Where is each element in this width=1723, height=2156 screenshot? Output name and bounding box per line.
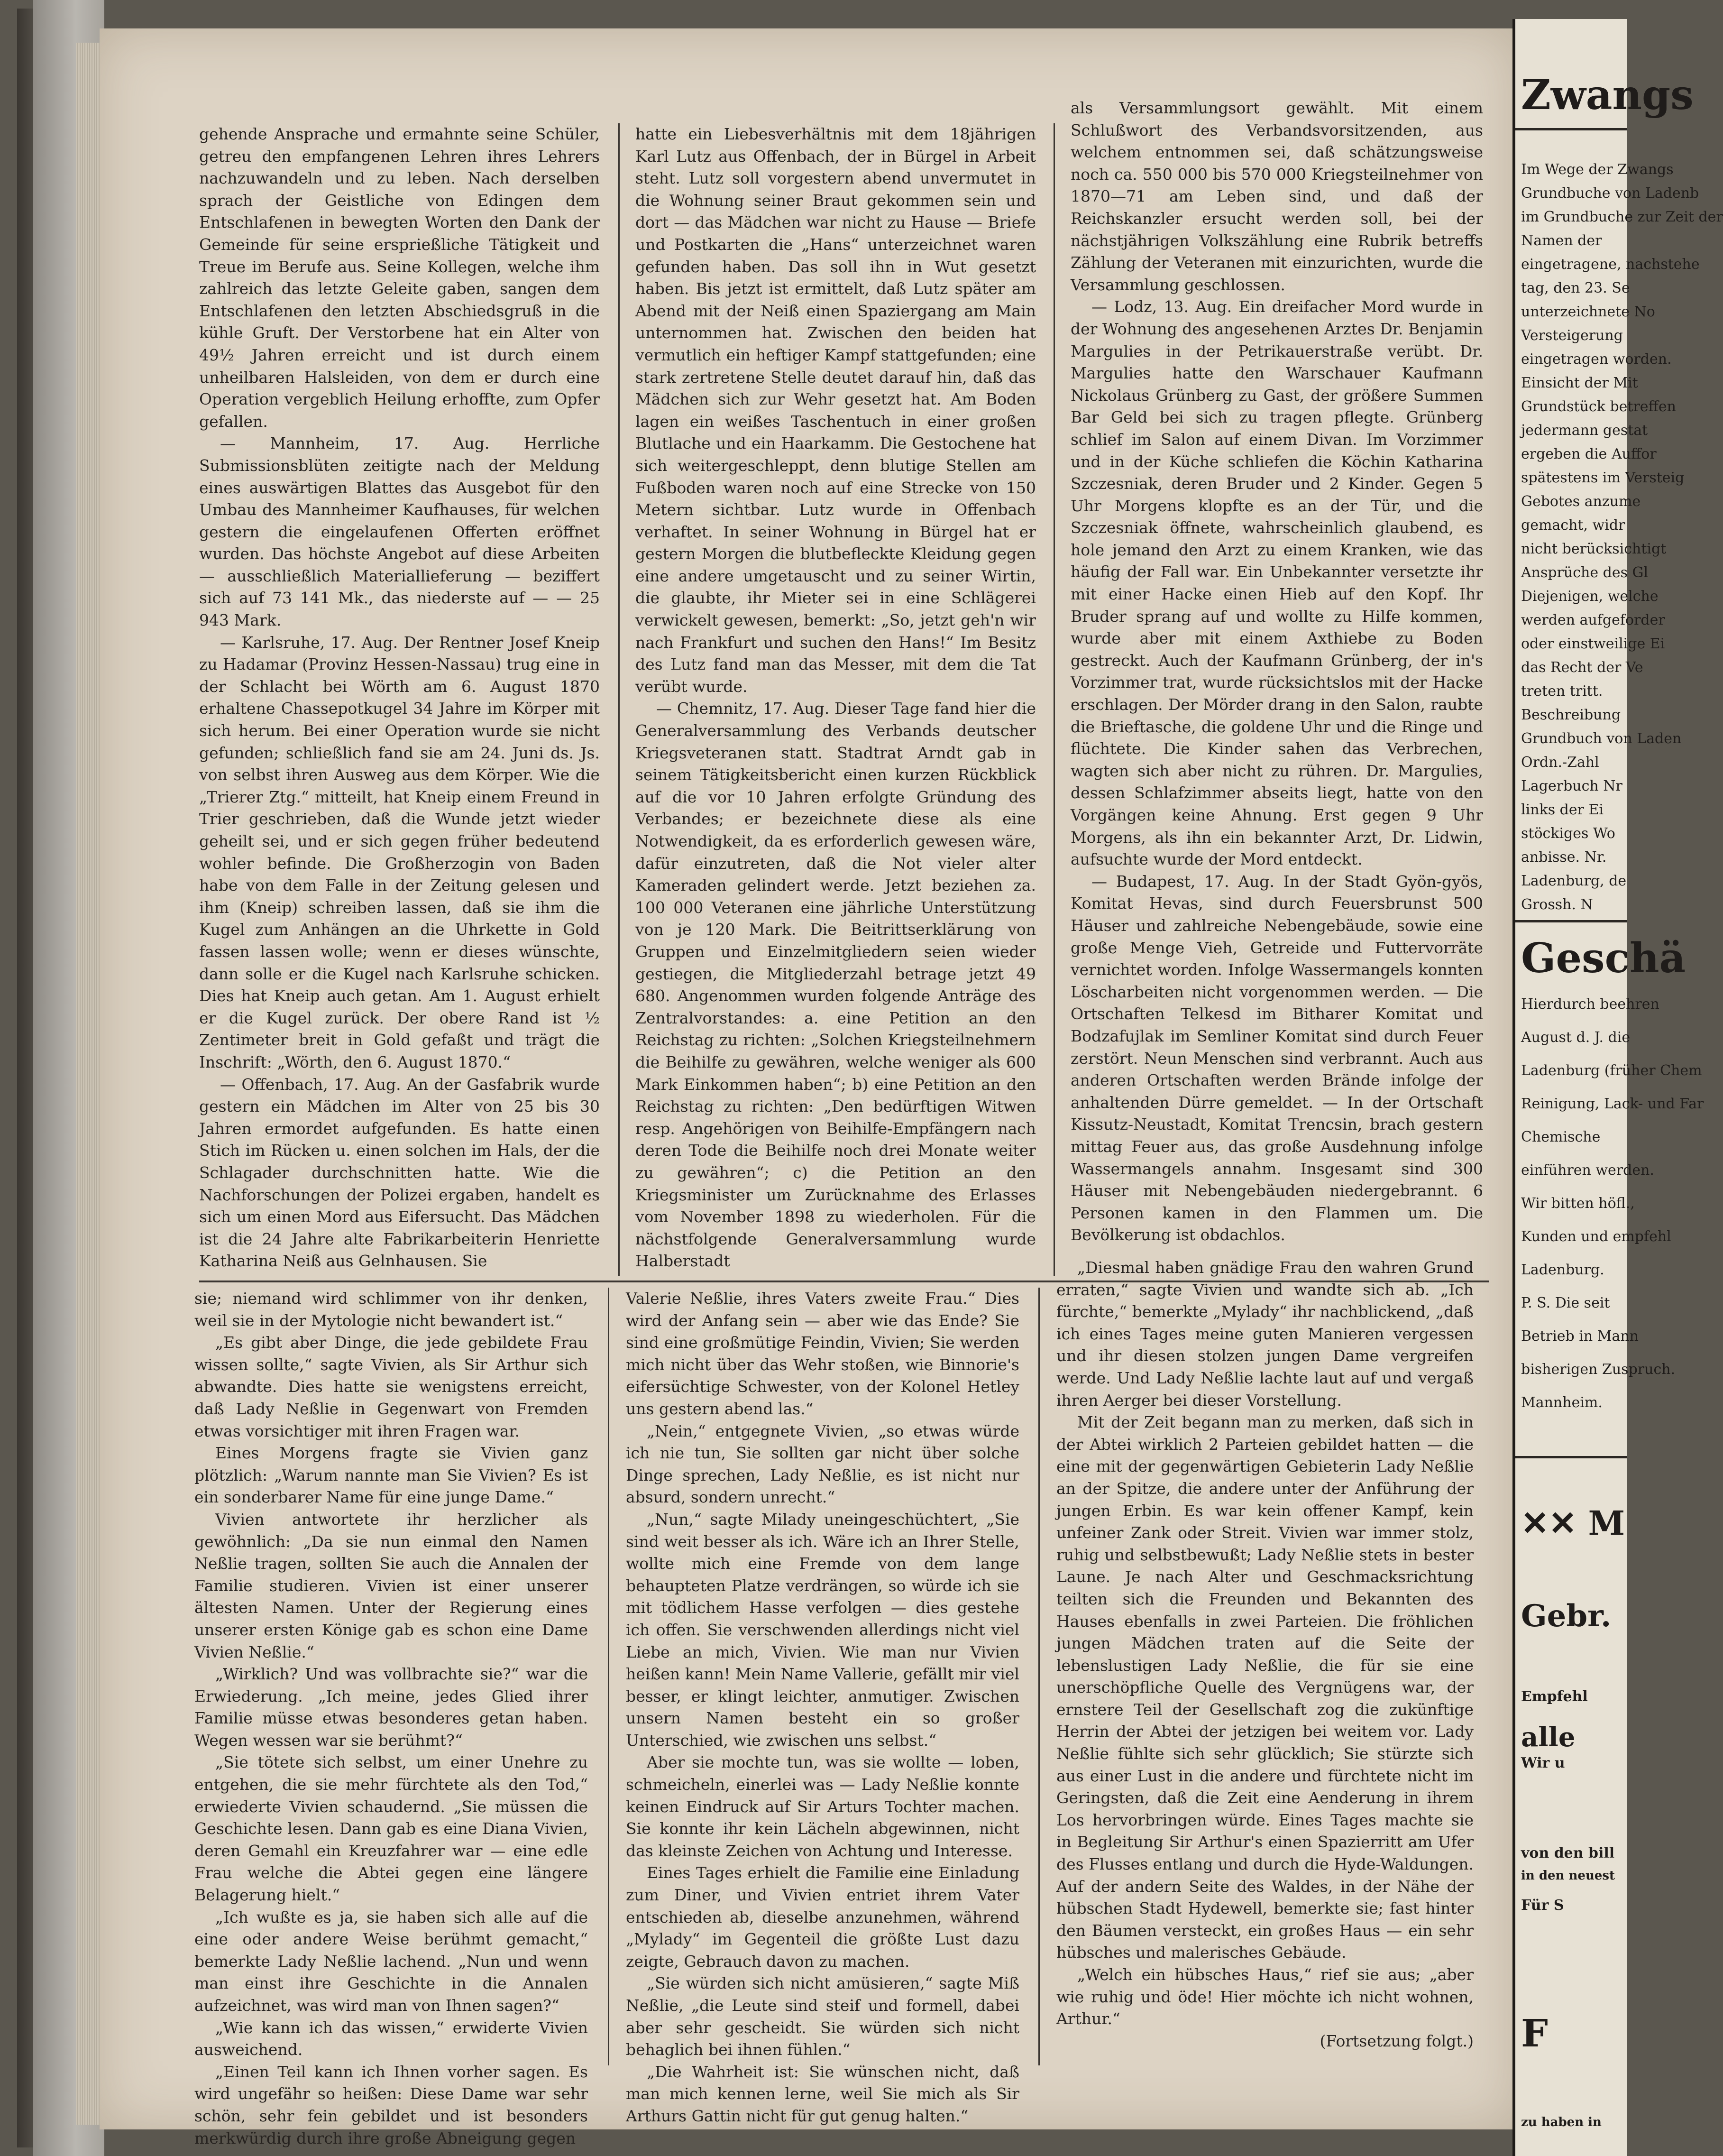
adjacent-text-line: Einsicht der Mit: [1521, 375, 1638, 391]
adjacent-ad-fragment: Wir u: [1521, 1755, 1565, 1771]
story-paragraph: „Wie kann ich das wissen,“ erwiderte Vivien ausweichend.: [194, 2018, 588, 2059]
adjacent-text-line: Reinigung, Lack- und Far: [1521, 1096, 1704, 1112]
adjacent-ad-fragment: Gebr.: [1521, 1598, 1612, 1634]
story-paragraph: Mit der Zeit begann man zu merken, daß sich in der Abtei wirklich 2 Parteien gebildet hatten — die eine mit der gegenwärtigen Gebieterin Lady Neßlie an der Spitze, die andere unter der Anführung der jungen Erbin. Es war kein offener Kampf, kein unfeiner Zank oder Streit. Vivien war immer stolz, ruhig und selbstbewußt; Lady Neßlie stets in bester Laune. Je nach Alter und Geschmacksrichtung teilten sich die Freunden und Bekannten des Hauses ebenfalls in zwei Parteien. Die fröhlichen jungen Mädchen traten auf die Seite der lebenslustigen Lady Neßlie, die für sie eine unerschöpfliche Quelle des Vergnügens war, der ernstere Teil der Gesellschaft zog die zukünftige Herrin der Abtei der jetzigen bei weitem vor. Lady Neßlie fühlte sich sehr glücklich; Sie stürzte sich aus einer Lust in die andere und fürchtete nicht im Geringsten, daß die Zeit eine Aenderung in ihrem Los hervorbringen würde. Eines Tages machte sie in Begleitung Sir Arthur's einen Spazierritt am Ufer des Flusses entlang und durch die Hyde-Waldungen. Auf der andern Seite des Waldes, in der Nähe der hübschen Stadt Hydewell, bemerkte sie; fast hinter den Bäumen versteckt, ein großes Haus — ein sehr hübsches und malerisches Gebäude.: [1056, 1413, 1474, 1962]
story-paragraph: „Sie würden sich nicht amüsieren,“ sagte Miß Neßlie, „die Leute sind steif und formell, dabei aber sehr gescheidt. Sie würden sich nicht behaglich bei ihnen fühlen.“: [626, 1974, 1019, 2059]
adjacent-text-line: ergeben die Auffor: [1521, 446, 1657, 462]
adjacent-text-line: Ladenburg, de: [1521, 873, 1627, 889]
adjacent-page-fragment: [1512, 19, 1723, 2156]
adjacent-text-line: anbisse. Nr.: [1521, 849, 1607, 866]
news-article-mannheim: — Mannheim, 17. Aug. Herrliche Submissionsblüten zeitigte nach der Meldung eines auswärtigen Blattes das Ausgebot für den Umbau des Mannheimer Kaufhauses, für welchen gestern die eingelaufenen Offerten eröffnet wurden. Das höchste Angebot auf diese Arbeiten — ausschließlich Materiallieferung — beziffert sich auf 73 141 Mk., das niederste auf — — 25 943 Mark.: [199, 434, 600, 630]
adjacent-ad-fragment: Empfehl: [1521, 1688, 1588, 1705]
adjacent-text-line: August d. J. die: [1521, 1029, 1631, 1046]
adjacent-rule: [1515, 1456, 1627, 1458]
adjacent-text-line: tag, den 23. Se: [1521, 280, 1630, 296]
adjacent-text-line: spätestens im Versteig: [1521, 470, 1685, 486]
continued-note: (Fortsetzung folgt.): [1320, 2031, 1474, 2050]
adjacent-text-line: gemacht, widr: [1521, 517, 1625, 534]
adjacent-text-line: eingetragene, nachstehe: [1521, 256, 1700, 273]
story-paragraph: „Wirklich? Und was vollbrachte sie?“ war die Erwiederung. „Ich meine, jedes Glied ihrer Familie müsse etwas besonderes getan haben. Wegen wessen war sie berühmt?“: [194, 1665, 588, 1750]
adjacent-text-line: treten tritt.: [1521, 683, 1603, 700]
adjacent-text-line: Ladenburg (früher Chem: [1521, 1062, 1702, 1079]
story-paragraph: „Diesmal haben gnädige Frau den wahren Grund erraten,“ sagte Vivien und wandte sich ab. „Ich fürchte,“ bemerkte „Mylady“ ihr nachblickend, „daß ich eines Tages meine guten Manieren vergessen und ihr diesen stolzen jungen Dame vergreifen werde. Und Lady Neßlie lachte laut auf und vergaß ihren Aerger bei dieser Vorstellung.: [1056, 1258, 1474, 1410]
adjacent-text-line: Ordn.-Zahl: [1521, 754, 1599, 771]
adjacent-text-line: Chemische: [1521, 1129, 1601, 1145]
news-article-budapest: — Budapest, 17. Aug. In der Stadt Gyön-gyös, Komitat Hevas, sind durch Feuersbrunst 500 Häuser und zahlreiche Nebengebäude, sowie eine große Menge Vieh, Getreide und Futtervorräte vernichtet worden. Infolge Wassermangels konnten Löscharbeiten nicht vorgenommen werden. — Die Ortschaften Telkesd im Bitharer Komitat und Bodzafujlak im Semliner Komitat sind durch Feuer zerstört. Neun Menschen sind verbrannt. Auch aus anderen Ortschaften werden Brände infolge der anhaltenden Dürre gemeldet. — In der Ortschaft Kissutz-Neustadt, Komitat Trencsin, brach gestern mittag Feuer aus, das große Ausdehnung infolge Wassermangels annahm. Insgesamt sind 300 Häuser mit Nebengebäuden niedergebrannt. 6 Personen kamen in den Flammen um. Die Bevölkerung ist obdachlos.: [1071, 872, 1483, 1244]
story-column-3: [1056, 1257, 1474, 2065]
adjacent-text-line: Grundbuch von Laden: [1521, 730, 1682, 747]
adjacent-text-line: Lagerbuch Nr: [1521, 778, 1622, 794]
adjacent-ad-fragment: Für S: [1521, 1897, 1564, 1914]
column-divider: [608, 1288, 609, 2065]
adjacent-text-line: nicht berücksichtigt: [1521, 541, 1667, 557]
adjacent-ad-fragment: von den bill: [1521, 1845, 1615, 1861]
adjacent-text-line: Grundstück betreffen: [1521, 398, 1676, 415]
story-paragraph: Vivien antwortete ihr herzlicher als gewöhnlich: „Da sie nun einmal den Namen Neßlie tragen, sollten Sie auch die Annalen der Familie studieren. Vivien ist einer unserer ältesten Namen. Unter der Regierung eines unserer ersten Könige gab es schon eine Dame Vivien Neßlie.“: [194, 1510, 588, 1661]
adjacent-text-line: stöckiges Wo: [1521, 825, 1615, 842]
adjacent-ad-fragment: F: [1521, 2011, 1548, 2055]
news-paragraph: gehende Ansprache und ermahnte seine Schüler, getreu den empfangenen Lehren ihres Lehrers nachzuwandeln und zu leben. Nach derselben sprach der Geistliche von Edingen dem Entschlafenen in bewegten Worten den Dank der Gemeinde für seine ersprießliche Tätigkeit und Treue im Berufe aus. Seine Kollegen, welche ihm zahlreich das letzte Geleite gaben, sangen dem Entschlafenen den letzten Abschiedsgruß in die kühle Gruft. Der Verstorbene hat ein Alter von 49½ Jahren erreicht und ist durch einem unheilbaren Halsleiden, von dem er durch eine Operation vergeblich Heilung erhoffte, zum Opfer gefallen.: [199, 125, 600, 431]
adjacent-text-line: Im Wege der Zwangs: [1521, 161, 1674, 178]
adjacent-text-line: das Recht der Ve: [1521, 659, 1643, 676]
adjacent-text-line: Hierdurch beehren: [1521, 996, 1659, 1013]
story-column-1: [194, 1288, 588, 2147]
adjacent-ad-fragment: ✕✕ M: [1521, 1503, 1625, 1543]
adjacent-text-line: eingetragen worden.: [1521, 351, 1672, 368]
adjacent-text-line: Diejenigen, welche: [1521, 588, 1659, 605]
adjacent-text-line: einführen werden.: [1521, 1162, 1654, 1179]
adjacent-text-line: Grundbuche von Ladenb: [1521, 185, 1699, 202]
newspaper-page: [100, 28, 1517, 2147]
adjacent-text-line: Beschreibung: [1521, 707, 1621, 723]
adjacent-headline: Geschä: [1521, 934, 1686, 982]
adjacent-rule: [1515, 128, 1627, 130]
column-divider: [1054, 123, 1055, 1276]
adjacent-text-line: unterzeichnete No: [1521, 304, 1655, 320]
adjacent-text-line: oder einstweilige Ei: [1521, 636, 1665, 652]
adjacent-text-line: Betrieb in Mann: [1521, 1328, 1639, 1345]
news-column-3: [1071, 97, 1483, 1276]
adjacent-text-line: werden aufgeforder: [1521, 612, 1665, 628]
story-column-2: [626, 1288, 1019, 2125]
news-article-karlsruhe: — Karlsruhe, 17. Aug. Der Rentner Josef Kneip zu Hadamar (Provinz Hessen-Nassau) trug eine in der Schlacht bei Wörth am 6. August 1870 erhaltene Chassepotkugel 34 Jahre im Körper mit sich herum. Bei einer Operation wurde sie nicht gefunden; schließlich fand sie am 24. Juni ds. Js. von selbst ihren Ausweg aus dem Körper. Wie die „Trierer Ztg.“ mitteilt, hat Kneip einem Freund in Trier geschrieben, daß die Wunde jetzt wieder geheilt sei, und er sich gegen früher bedeutend wohler befinde. Die Großherzogin von Baden habe von dem Falle in der Zeitung gelesen und ihm (Kneip) schreiben lassen, daß sie ihm die Kugel zum Anhängen an die Uhrkette in Gold fassen lassen wolle; wenn er dieses wünschte, dann solle er die Kugel nach Karlsruhe schicken. Dies hat Kneip auch getan. Am 1. August erhielt er die Kugel zurück. Der obere Rand ist ½ Zentimeter breit in Gold gefaßt und trägt die Inschrift: „Wörth, den 6. August 1870.“: [199, 633, 600, 1071]
column-divider: [1038, 1288, 1040, 2065]
news-column-1: [199, 123, 600, 1276]
adjacent-text-line: P. S. Die seit: [1521, 1295, 1610, 1311]
adjacent-rule: [1515, 920, 1627, 922]
story-paragraph: „Sie tötete sich selbst, um einer Unehre zu entgehen, die sie mehr fürchtete als den Tod,“ erwiederte Vivien schaudernd. „Sie müssen die Geschichte lesen. Dann gab es eine Diana Vivien, deren Gemahl ein Kreuzfahrer war — eine edle Frau welche die Abtei gegen eine längere Belagerung hielt.“: [194, 1753, 588, 1905]
adjacent-text-line: bisherigen Zuspruch.: [1521, 1361, 1676, 1378]
adjacent-text-line: im Grundbuche zur Zeit der: [1521, 209, 1723, 225]
story-paragraph: Aber sie mochte tun, was sie wollte — loben, schmeicheln, einerlei was — Lady Neßlie konnte keinen Eindruck auf Sir Arturs Tochter machen. Sie konnte ihr kein Lächeln abgewinnen, nicht das kleinste Zeichen von Achtung und Interesse.: [626, 1753, 1019, 1860]
story-paragraph: Eines Tages erhielt die Familie eine Einladung zum Diner, und Vivien entriet ihrem Vater entschieden ab, dieselbe anzunehmen, während „Mylady“ im Gegenteil die größte Lust dazu zeigte, Gebrauch davon zu machen.: [626, 1863, 1019, 1971]
news-paragraph: als Versammlungsort gewählt. Mit einem Schlußwort des Verbandsvorsitzenden, aus welchem entnommen sei, daß schätzungsweise noch ca. 550 000 bis 570 000 Kriegsteilnehmer von 1870—71 am Leben sind, und daß der Reichskanzler ersucht werden soll, bei der nächstjährigen Volkszählung eine Rubrik betreffs Zählung der Veteranen mit einzurichten, wurde die Versammlung geschlossen.: [1071, 99, 1483, 294]
adjacent-headline: Zwangs: [1521, 71, 1694, 119]
adjacent-text-line: jedermann gestat: [1521, 422, 1648, 439]
news-article-chemnitz: — Chemnitz, 17. Aug. Dieser Tage fand hier die Generalversammlung des Verbands deutscher Kriegsveteranen statt. Stadtrat Arndt gab in seinem Tätigkeitsbericht einen kurzen Rückblick auf die vor 10 Jahren erfolgte Gründung des Verbandes; er bezeichnete diese als eine Notwendigkeit, da es erforderlich gewesen wäre, dafür einzutreten, daß die Not vieler alter Kameraden gelindert werde. Jetzt beziehen za. 100 000 Veteranen eine jährliche Unterstützung von je 120 Mark. Die Beitrittserklärung von Gruppen und Einzelmitgliedern seien wieder gestiegen, die Mitgliederzahl betrage jetzt 49 680. Angenommen wurden folgende Anträge des Zentralvorstandes: a. eine Petition an den Reichstag zu richten: „Solchen Kriegsteilnehmern die Beihilfe zu gewähren, welche weniger als 600 Mark Einkommen haben“; b) eine Petition an den Reichstag zu richten: „Den bedürftigen Witwen resp. Angehörigen von Beihilfe-Empfängern nach deren Tode die Beihilfe noch drei Monate weiter zu gewähren“; c) die Petition an den Kriegsminister um Zurücknahme des Erlasses vom November 1898 zu wiederholen. Für die nächstfolgende Generalversammlung wurde Halberstadt: [635, 699, 1036, 1271]
adjacent-text-line: Gebotes anzume: [1521, 493, 1641, 510]
story-paragraph: „Einen Teil kann ich Ihnen vorher sagen. Es wird ungefähr so heißen: Diese Dame war sehr schön, sehr fein gebildet und ist besonders merkwürdig durch ihre große Abneigung gegen: [194, 2062, 588, 2147]
story-paragraph: sie; niemand wird schlimmer von ihr denken, weil sie in der Mytologie nicht bewandert ist.“: [194, 1289, 588, 1330]
adjacent-text-line: Kunden und empfehl: [1521, 1228, 1671, 1245]
story-paragraph: „Es gibt aber Dinge, die jede gebildete Frau wissen sollte,“ sagte Vivien, als Sir Arthur sich abwandte. Dies hatte sie wenigstens erreicht, daß Lady Neßlie in Gegenwart von Fremden etwas vorsichtiger mit ihren Fragen war.: [194, 1333, 588, 1440]
adjacent-text-line: Mannheim.: [1521, 1394, 1603, 1411]
news-paragraph: hatte ein Liebesverhältnis mit dem 18jährigen Karl Lutz aus Offenbach, der in Bürgel in Arbeit steht. Lutz soll vorgestern abend unvermutet in die Wohnung seiner Braut gekommen sein und dort — das Mädchen war nicht zu Hause — Briefe und Postkarten die „Hans“ unterzeichnet waren gefunden haben. Das soll ihn in Wut gesetzt haben. Bis jetzt ist ermittelt, daß Lutz später am Abend mit der Neiß einen Spaziergang am Main unternommen hat. Zwischen den beiden hat vermutlich ein heftiger Kampf stattgefunden; eine stark zertretene Stelle deutet darauf hin, daß das Mädchen sich zur Wehr gesetzt hat. Am Boden lagen ein weißes Taschentuch in einer großen Blutlache und ein Haarkamm. Die Gestochene hat sich weitergeschleppt, denn blutige Stellen am Fußboden waren noch auf eine Strecke von 150 Metern sichtbar. Lutz wurde in Offenbach verhaftet. In seiner Wohnung in Bürgel hat er gestern Morgen die blutbefleckte Kleidung gegen eine andere umgetauscht und zu seiner Wirtin, die glaubte, ihr Mieter sei in eine Schlägerei verwickelt gewesen, bemerkt: „So, jetzt geh'n wir nach Frankfurt und suchen den Hans!“ Im Besitz des Lutz fand man das Messer, mit dem die Tat verübt wurde.: [635, 125, 1036, 696]
story-paragraph: „Nun,“ sagte Milady uneingeschüchtert, „Sie sind weit besser als ich. Wäre ich an Ihrer Stelle, wollte mich eine Fremde von dem lange behaupteten Platze verdrängen, so würde ich sie mit tödlichem Hasse verfolgen — dies gestehe ich offen. Sie verschwenden allerdings nicht viel Liebe an mich, Vivien. Wie man nur Vivien heißen kann! Mein Name Vallerie, gefällt mir viel besser, er klingt leichter, anmutiger. Zwischen unsern Namen besteht ein so großer Unterschied, wie zwischen uns selbst.“: [626, 1510, 1019, 1750]
story-paragraph: Valerie Neßlie, ihres Vaters zweite Frau.“ Dies wird der Anfang sein — aber wie das Ende? Sie sind eine großmütige Feindin, Vivien; Sie werden mich nicht über das Wehr stoßen, wie Binnorie's eifersüchtige Schwester, von der Kolonel Hetley uns gestern abend las.“: [626, 1289, 1019, 1418]
story-paragraph: „Ich wußte es ja, sie haben sich alle auf die eine oder andere Weise berühmt gemacht,“ bemerkte Lady Neßlie lachend. „Nun und wenn man einst ihre Geschichte in die Annalen aufzeichnet, was wird man von Ihnen sagen?“: [194, 1907, 588, 2015]
adjacent-ad-fragment: alle: [1521, 1722, 1576, 1753]
story-paragraph: „Nein,“ entgegnete Vivien, „so etwas würde ich nie tun, Sie sollten gar nicht über solche Dinge sprechen, Lady Neßlie, es ist nicht nur absurd, sondern unrecht.“: [626, 1421, 1019, 1507]
story-paragraph: „Die Wahrheit ist: Sie wünschen nicht, daß man mich kennen lerne, weil Sie mich als Sir Arthurs Gattin nicht für gut genug halten.“: [626, 2062, 1019, 2125]
adjacent-text-line: Ansprüche des Gl: [1521, 564, 1649, 581]
adjacent-text-line: Versteigerung: [1521, 327, 1623, 344]
news-column-2: [635, 123, 1036, 1276]
adjacent-text-line: Wir bitten höfl.,: [1521, 1195, 1635, 1212]
adjacent-text-line: Ladenburg.: [1521, 1262, 1604, 1278]
news-article-offenbach: — Offenbach, 17. Aug. An der Gasfabrik wurde gestern ein Mädchen im Alter von 25 bis 30 Jahren ermordet aufgefunden. Es hatte einen Stich im Rücken u. einen solchen im Hals, der die Schlagader durchschnitten hatte. Wie die Nachforschungen der Polizei ergaben, handelt es sich um einen Mord aus Eifersucht. Das Mädchen ist die 24 Jahre alte Fabrikarbeiterin Henriette Katharina Neiß aus Gelnhausen. Sie: [199, 1075, 600, 1271]
adjacent-text-line: Grossh. N: [1521, 896, 1593, 913]
adjacent-ad-fragment: zu haben in: [1521, 2115, 1602, 2129]
adjacent-text-line: Namen der: [1521, 232, 1602, 249]
adjacent-text-line: links der Ei: [1521, 802, 1604, 818]
news-article-lodz: — Lodz, 13. Aug. Ein dreifacher Mord wurde in der Wohnung des angesehenen Arztes Dr. Benjamin Margulies in der Petrikauerstraße verübt. Dr. Margulies hatte den Warschauer Kaufmann Nickolaus Grünberg zu Gast, der größere Summen Bar Geld bei sich zu tragen pflegte. Grünberg schlief im Salon auf einem Divan. Im Vorzimmer und in der Küche schliefen die Köchin Katharina Szczesniak, deren Bruder und 2 Kinder. Gegen 5 Uhr Morgens klopfte es an der Tür, und die Szczesniak öffnete, wahrscheinlich glaubend, es hole jemand den Arzt zu einem Kranken, wie das häufig der Fall war. Ein Unbekannter versetzte ihr mit einer Hacke einen Hieb auf den Kopf. Ihr Bruder sprang auf und wollte zu Hilfe kommen, wurde aber mit einem Axthiebe zu Boden gestreckt. Auch der Kaufmann Grünberg, der in's Vorzimmer trat, wurde rücksichtslos mit der Hacke erschlagen. Der Mörder drang in den Salon, raubte die Brieftasche, die goldene Uhr und die Ringe und flüchtete. Die Kinder sahen das Verbrechen, wagten sich aber nicht zu rühren. Dr. Margulies, dessen Schlafzimmer abseits liegt, hatte von den Vorgängen keine Ahnung. Erst gegen 9 Uhr Morgens, als ihn ein bekannter Arzt, Dr. Lidwin, aufsuchte wurde der Mord entdeckt.: [1071, 297, 1483, 869]
adjacent-ad-fragment: in den neuest: [1521, 1869, 1615, 1883]
story-paragraph: „Welch ein hübsches Haus,“ rief sie aus; „aber wie ruhig und öde! Hier möchte ich nicht wohnen, Arthur.“: [1056, 1965, 1474, 2028]
column-divider: [618, 123, 620, 1276]
story-paragraph: Eines Morgens fragte sie Vivien ganz plötzlich: „Warum nannte man Sie Vivien? Es ist ein sonderbarer Name für eine junge Dame.“: [194, 1444, 588, 1507]
